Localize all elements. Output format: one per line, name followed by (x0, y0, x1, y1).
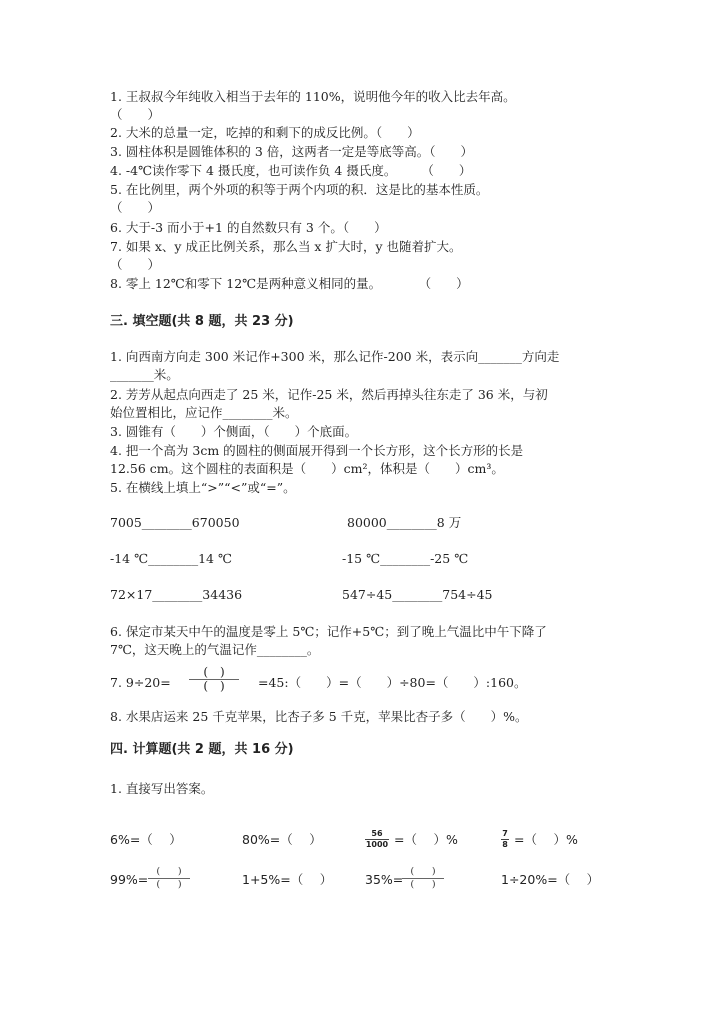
compare-item: -15 ℃________-25 ℃ (342, 551, 469, 566)
fraction-blank (148, 866, 190, 891)
denominator: 8 (502, 840, 508, 849)
numerator: 56 (371, 829, 383, 838)
calc-item: =（ ）% (514, 832, 578, 847)
denominator: ( ) (410, 880, 436, 890)
denominator: 1000 (365, 840, 389, 849)
denominator: ( ) (156, 880, 182, 890)
judge-q6: 6. 大于-3 而小于+1 的自然数只有 3 个。（ ） (110, 220, 387, 235)
calc-item: 1+5%=（ ） (242, 872, 333, 887)
calc-item: 35%= (365, 872, 404, 887)
section-title: 四. 计算题(共 2 题，共 16 分) (110, 742, 294, 757)
calc-item: =（ ）% (394, 832, 458, 847)
fill-q2-cont: 始位置相比，应记作________米。 (110, 405, 298, 420)
denominator: ( ) (203, 679, 225, 693)
fill-q2: 2. 芳芳从起点向西走了 25 米，记作-25 米，然后再掉头往东走了 36 米，与初 (110, 387, 548, 402)
calc-item: 6%=（ ） (110, 832, 182, 847)
answer-paren: （ ） (110, 200, 161, 215)
judge-q2: 2. 大米的总量一定，吃掉的和剩下的成反比例。（ ） (110, 125, 420, 140)
fill-q7-prefix: 7. 9÷20= (110, 675, 171, 690)
fraction-blank (402, 866, 444, 891)
answer-paren: （ ） (110, 107, 161, 122)
fill-q1-cont: _______米。 (110, 367, 179, 382)
judge-q7: 7. 如果 x、y 成正比例关系，那么当 x 扩大时，y 也随着扩大。 (110, 239, 462, 254)
fill-q1: 1. 向西南方向走 300 米记作+300 米，那么记作-200 米，表示向_______方向走 (110, 349, 560, 364)
fill-q4-cont: 12.56 cm。这个圆柱的表面积是（ ）cm²，体积是（ ）cm³。 (110, 461, 504, 476)
judge-q3: 3. 圆柱体积是圆锥体积的 3 倍，这两者一定是等底等高。（ ） (110, 144, 474, 159)
compare-item: -14 ℃________14 ℃ (110, 551, 232, 566)
compare-item: 72×17________34436 (110, 587, 243, 602)
fill-q7-suffix: =45:（ ）=（ ）÷80=（ ）:160。 (258, 675, 527, 690)
fill-q4: 4. 把一个高为 3cm 的圆柱的侧面展开得到一个长方形，这个长方形的长是 (110, 443, 524, 458)
numerator: ( ) (203, 665, 225, 679)
compare-item: 547÷45________754÷45 (342, 587, 493, 602)
numerator: 7 (502, 829, 508, 838)
calc-item: 1÷20%=（ ） (501, 872, 600, 887)
fraction (365, 829, 389, 850)
fraction (501, 829, 509, 850)
judge-q1: 1. 王叔叔今年纯收入相当于去年的 110%，说明他今年的收入比去年高。 (110, 89, 516, 104)
compare-item: 7005________670050 (110, 515, 240, 530)
compare-item: 80000________8 万 (347, 515, 462, 530)
judge-q5: 5. 在比例里，两个外项的积等于两个内项的积．这是比的基本性质。 (110, 182, 489, 197)
fill-q8: 8. 水果店运来 25 千克苹果，比杏子多 5 千克，苹果比杏子多（ ）%。 (110, 709, 528, 724)
fill-q6-cont: 7℃，这天晚上的气温记作________。 (110, 642, 320, 657)
section-title: 三. 填空题(共 8 题，共 23 分) (110, 314, 294, 329)
fraction-blank (189, 666, 239, 693)
calc-item: 99%= (110, 872, 149, 887)
calc-q1: 1. 直接写出答案。 (110, 781, 214, 796)
judge-q8: 8. 零上 12℃和零下 12℃是两种意义相同的量。 （ ） (110, 276, 469, 291)
answer-paren: （ ） (110, 257, 161, 272)
judge-q4: 4. -4℃读作零下 4 摄氏度，也可读作负 4 摄氏度。 （ ） (110, 163, 472, 178)
fill-q5: 5. 在横线上填上“>”“<”或“=”。 (110, 480, 296, 495)
fill-q3: 3. 圆锥有（ ）个侧面，（ ）个底面。 (110, 424, 358, 439)
numerator: ( ) (156, 867, 182, 877)
numerator: ( ) (410, 867, 436, 877)
fill-q6: 6. 保定市某天中午的温度是零上 5℃；记作+5℃；到了晚上气温比中午下降了 (110, 624, 547, 639)
calc-item: 80%=（ ） (242, 832, 322, 847)
